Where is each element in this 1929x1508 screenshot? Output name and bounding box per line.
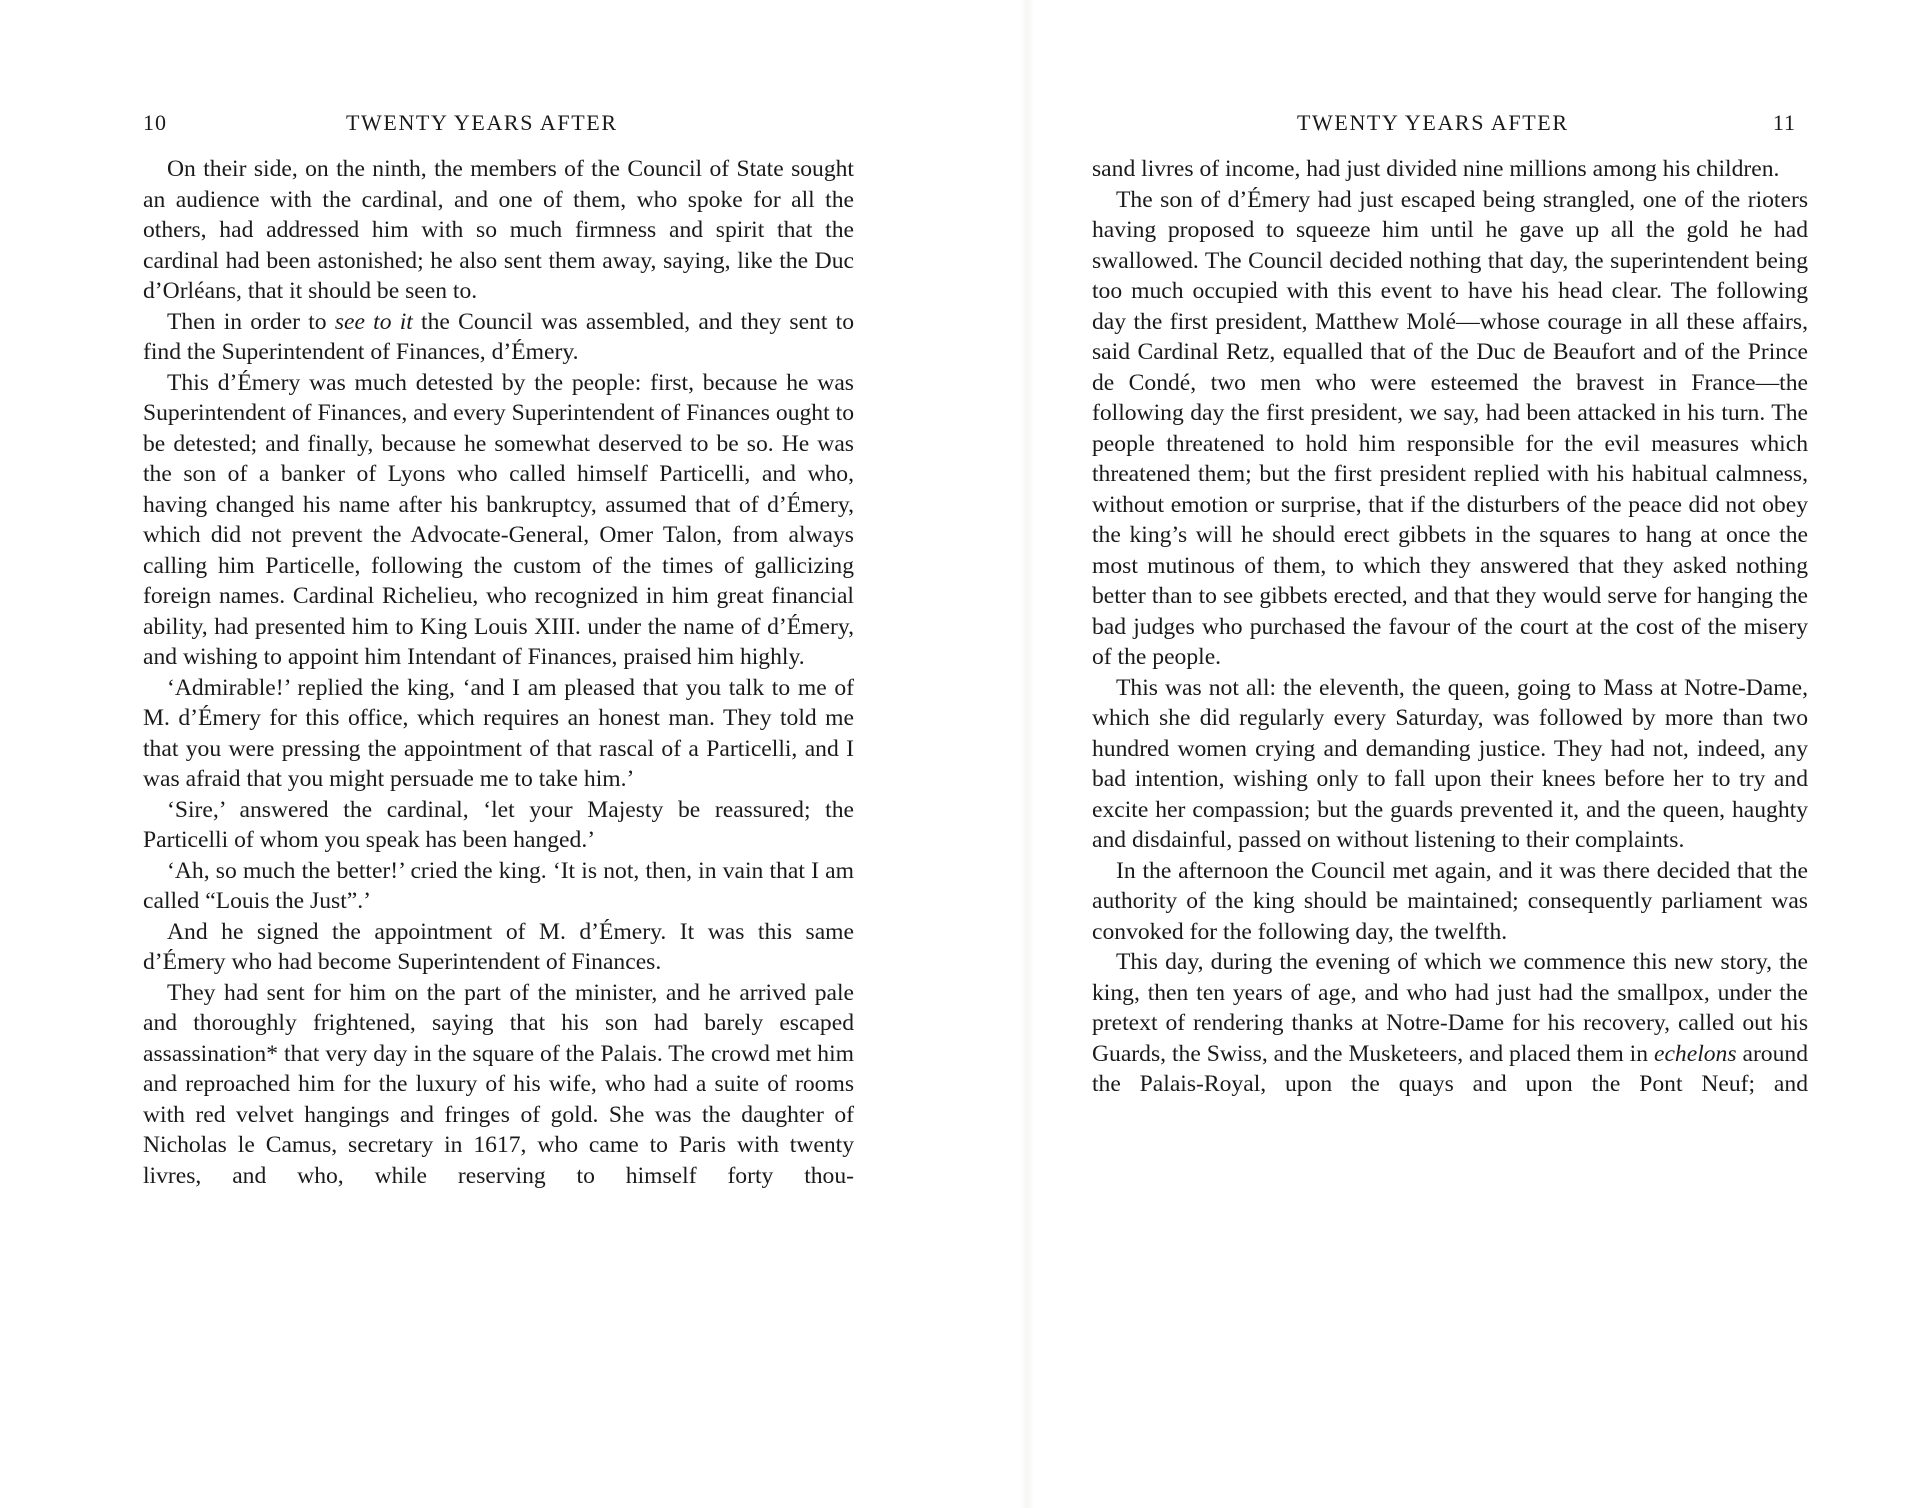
- paragraph: ‘Ah, so much the better!’ cried the king. ‘It is not, then, in vain that I am called “Louis the Just”.’: [143, 857, 854, 914]
- right-running-head: [1092, 110, 1808, 138]
- paragraph: [143, 307, 854, 368]
- paragraph: And he signed the appointment of M. d’Émery. It was this same d’Émery who had become Superintendent of Finances.: [143, 918, 854, 975]
- paragraph: They had sent for him on the part of the minister, and he arrived pale and thoroughly frightened, saying that his son had barely escaped assassination* that very day in the square of the Palais. The crowd met him and reproached him for the luxury of his wife, who had a suite of rooms with red velvet hangings and fringes of gold. She was the daughter of Nicholas le Camus, secretary in 1617, who came to Paris with twenty livres, and who, while reserving to himself forty thou-: [143, 979, 854, 1189]
- left-page-text: [143, 154, 854, 1191]
- paragraph-continuation: sand livres of income, had just divided nine millions among his children.: [1092, 156, 1780, 182]
- right-page-text: [1092, 154, 1808, 1100]
- paragraph: On their side, on the ninth, the members of the Council of State sought an audience with the cardinal, and one of them, who spoke for all the others, had addressed him with so much firmness and spirit that the cardinal had been astonished; he also sent them away, saying, like the Duc d’Orléans, that it should be seen to.: [143, 156, 854, 304]
- paragraph: This was not all: the eleventh, the queen, going to Mass at Notre-Dame, which she did regularly every Saturday, was followed by more than two hundred women crying and demanding justice. They had not, indeed, any bad intention, wishing only to fall upon their knees before her to try and excite her compassion; but the guards prevented it, and the queen, haughty and disdainful, passed on without listening to their complaints.: [1092, 674, 1808, 853]
- italic-phrase: echelons: [1653, 1040, 1737, 1067]
- text-run: around the Palais-Royal, upon the quays and upon the Pont Neuf; and: [1092, 1040, 1808, 1097]
- text-run: This day, during the evening of which we commence this new story, the king, then ten years of age, and who had just had the smallpox, under the pretext of rendering thanks at Notre-Dame for his recovery, called out his Guards, the Swiss, and the Musketeers, and placed them in: [1092, 949, 1808, 1067]
- paragraph: This d’Émery was much detested by the people: first, because he was Superintendent of Finances, and every Superintendent of Finances ought to be detested; and finally, because he somewhat deserved to be so. He was the son of a banker of Lyons who called himself Particelli, and who, having changed his name after his bankruptcy, assumed that of d’Émery, which did not prevent the Advocate-General, Omer Talon, from always calling him Particelle, following the custom of the times of gallicizing foreign names. Cardinal Richelieu, who recognized in him great financial ability, had presented him to King Louis XIII. under the name of d’Émery, and wishing to appoint him Intendant of Finances, praised him highly.: [143, 369, 854, 670]
- paragraph: [1092, 947, 1808, 1100]
- left-running-head: [143, 110, 854, 138]
- paragraph: ‘Admirable!’ replied the king, ‘and I am pleased that you talk to me of M. d’Émery for this office, which requires an honest man. They told me that you were pressing the appointment of that rascal of a Particelli, and I was afraid that you might persuade me to take him.’: [143, 674, 854, 792]
- italic-phrase: see to it: [334, 308, 413, 335]
- text-run: Then in order to: [167, 308, 335, 335]
- paragraph: In the afternoon the Council met again, and it was there decided that the authority of the king should be maintained; consequently parliament was convoked for the following day, the twelfth.: [1092, 857, 1808, 945]
- left-book-title: TWENTY YEARS AFTER: [346, 110, 618, 135]
- paragraph: ‘Sire,’ answered the cardinal, ‘let your Majesty be reassured; the Particelli of whom you speak has been hanged.’: [143, 796, 854, 853]
- left-page-number: 10: [143, 110, 167, 135]
- right-book-title: TWENTY YEARS AFTER: [1297, 110, 1569, 135]
- right-page-number: 11: [1772, 110, 1796, 135]
- paragraph: The son of d’Émery had just escaped being strangled, one of the rioters having proposed to squeeze him until he gave up all the gold he had swallowed. The Council decided nothing that day, the superintendent being too much occupied with this event to have his head clear. The following day the first president, Matthew Molé—whose courage in all these affairs, said Cardinal Retz, equalled that of the Duc de Beaufort and of the Prince de Condé, two men who were esteemed the bravest in France—the following day the first president, we say, had been attacked in his turn. The people threatened to hold him responsible for the evil measures which threatened them; but the first president replied with his habitual calmness, without emotion or surprise, that if the disturbers of the peace did not obey the king’s will he should erect gibbets in the squares to hang at once the most mutinous of them, to which they answered that they asked nothing better than to see gibbets erected, and that they would serve for hanging the bad judges who purchased the favour of the court at the cost of the misery of the people.: [1092, 186, 1808, 670]
- text-run: the Council was assembled, and they sent to find the Superintendent of Finances, d’Émery.: [143, 308, 854, 365]
- book-gutter: [1020, 0, 1034, 1508]
